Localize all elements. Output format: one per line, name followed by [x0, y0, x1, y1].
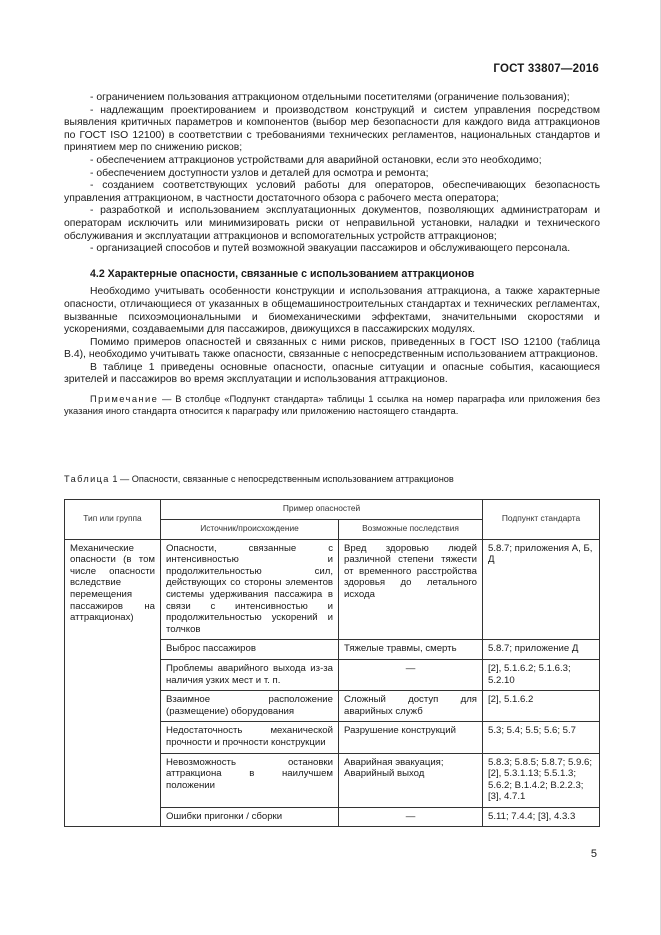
cell-subclause: 5.11; 7.4.4; [3], 4.3.3	[483, 807, 600, 827]
paragraph: Помимо примеров опасностей и связанных с ними рисков, приведенных в ГОСТ ISO 12100 (таблица В.4), необходимо учитывать также опасности, связанные с непосредственным использованием аттракционов.	[64, 336, 600, 361]
cell-consequences: Сложный доступ для аварийных служб	[339, 691, 483, 722]
paragraph: Необходимо учитывать особенности конструкции и использования аттракциона, а также характерные опасности, отличающиеся от указанных в общемашиностроительных стандартах и технических регламентах, вызванные психоэмоциональными и биомеханическими эффектами, значительными скоростями и ускорениями, создаваемыми для пассажиров, движущихся в пассажирских модулях.	[64, 286, 600, 336]
header-example: Пример опасностей	[161, 500, 483, 520]
table-row	[65, 539, 600, 640]
cell-consequences: —	[339, 659, 483, 690]
list-item: - надлежащим проектированием и производством конструкций и систем управления посредством выявления критичных параметров и компонентов (выбор мер безопасности для каждого вида аттракционов по ГОСТ ISO 12100) в соответствии с требованиями технических регламентов, национальных стандартов и принятием мер по снижению рисков;	[64, 104, 600, 154]
cell-subclause: [2], 5.1.6.2	[483, 691, 600, 722]
cell-source: Взаимное расположение (размещение) оборудования	[161, 691, 339, 722]
hazard-group: Механические опасности (в том числе опасности вследствие перемещения пассажиров на аттракционах)	[65, 539, 161, 827]
table-caption-text: 1 — Опасности, связанные с непосредственным использованием аттракционов	[109, 474, 454, 484]
header-source: Источник/происхождение	[161, 520, 339, 540]
list-item: - созданием соответствующих условий работы для операторов, обеспечивающих безопасность управления аттракционом, в частности достаточного обзора с рабочего места оператора;	[64, 180, 600, 204]
table-caption	[64, 474, 454, 484]
cell-source: Проблемы аварийного выхода из-за наличия узких мест и т. п.	[161, 659, 339, 690]
cell-consequences: Вред здоровью людей различной степени тяжести от временного расстройства здоровья до летального исхода	[339, 539, 483, 640]
header-type: Тип или группа	[65, 500, 161, 540]
cell-consequences: Тяжелые травмы, смерть	[339, 640, 483, 660]
table-caption-label: Таблица	[64, 474, 110, 484]
section-heading: 4.2 Характерные опасности, связанные с использованием аттракционов	[90, 267, 475, 280]
cell-source: Недостаточность механической прочности и прочности конструкции	[161, 722, 339, 753]
cell-source: Ошибки пригонки / сборки	[161, 807, 339, 827]
note-label: Примечание	[90, 393, 159, 405]
cell-subclause: 5.8.7; приложения А, Б, Д	[483, 539, 600, 640]
body-text	[64, 92, 600, 417]
header-consequences: Возможные последствия	[339, 520, 483, 540]
hazards-table	[64, 499, 600, 827]
cell-consequences: —	[339, 807, 483, 827]
cell-consequences: Разрушение конструкций	[339, 722, 483, 753]
cell-consequences: Аварийная эвакуация; Аварийный выход	[339, 753, 483, 807]
header-subclause: Подпункт стандарта	[483, 500, 600, 540]
note	[64, 393, 600, 417]
cell-subclause: 5.8.3; 5.8.5; 5.8.7; 5.9.6; [2], 5.3.1.13; 5.5.1.3; 5.6.2; В.1.4.2; В.2.2.3; [3], 4.7.1	[483, 753, 600, 807]
list-item: - обеспечением доступности узлов и деталей для осмотра и ремонта;	[90, 167, 429, 179]
standard-designation: ГОСТ 33807—2016	[493, 63, 599, 75]
page-number: 5	[590, 848, 597, 860]
cell-subclause: [2], 5.1.6.2; 5.1.6.3; 5.2.10	[483, 659, 600, 690]
paragraph: В таблице 1 приведены основные опасности, опасные ситуации и опасные события, касающиеся зрителей и пассажиров во время эксплуатации и использования аттракционов.	[64, 361, 600, 386]
list-item: - обеспечением аттракционов устройствами для аварийной остановки, если это необходимо;	[90, 154, 542, 166]
list-item: - разработкой и использованием эксплуатационных документов, позволяющих администраторам и операторам исключить или минимизировать риски от неправильной установки, наладки и технического обслуживания и эксплуатации аттракционов и вспомогательных устройств аттракционов;	[64, 205, 600, 242]
cell-source: Опасности, связанные с интенсивностью и продолжительностью сил, действующих со стороны элементов системы удерживания пассажира в связи с интенсивностью и продолжительностью ускорений и толчков	[161, 539, 339, 640]
cell-subclause: 5.8.7; приложение Д	[483, 640, 600, 660]
cell-source: Невозможность остановки аттракциона в наилучшем положении	[161, 753, 339, 807]
list-item: - ограничением пользования аттракционом отдельными посетителями (ограничение пользования);	[90, 92, 570, 103]
list-item: - организацией способов и путей возможной эвакуации пассажиров и обслуживающего персонала.	[90, 243, 571, 255]
note-text: — В столбце «Подпункт стандарта» таблицы 1 ссылка на номер параграфа или приложения без указания иного стандарта относится к параграфу или приложению настоящего стандарта.	[64, 393, 600, 416]
cell-source: Выброс пассажиров	[161, 640, 339, 660]
cell-subclause: 5.3; 5.4; 5.5; 5.6; 5.7	[483, 722, 600, 753]
